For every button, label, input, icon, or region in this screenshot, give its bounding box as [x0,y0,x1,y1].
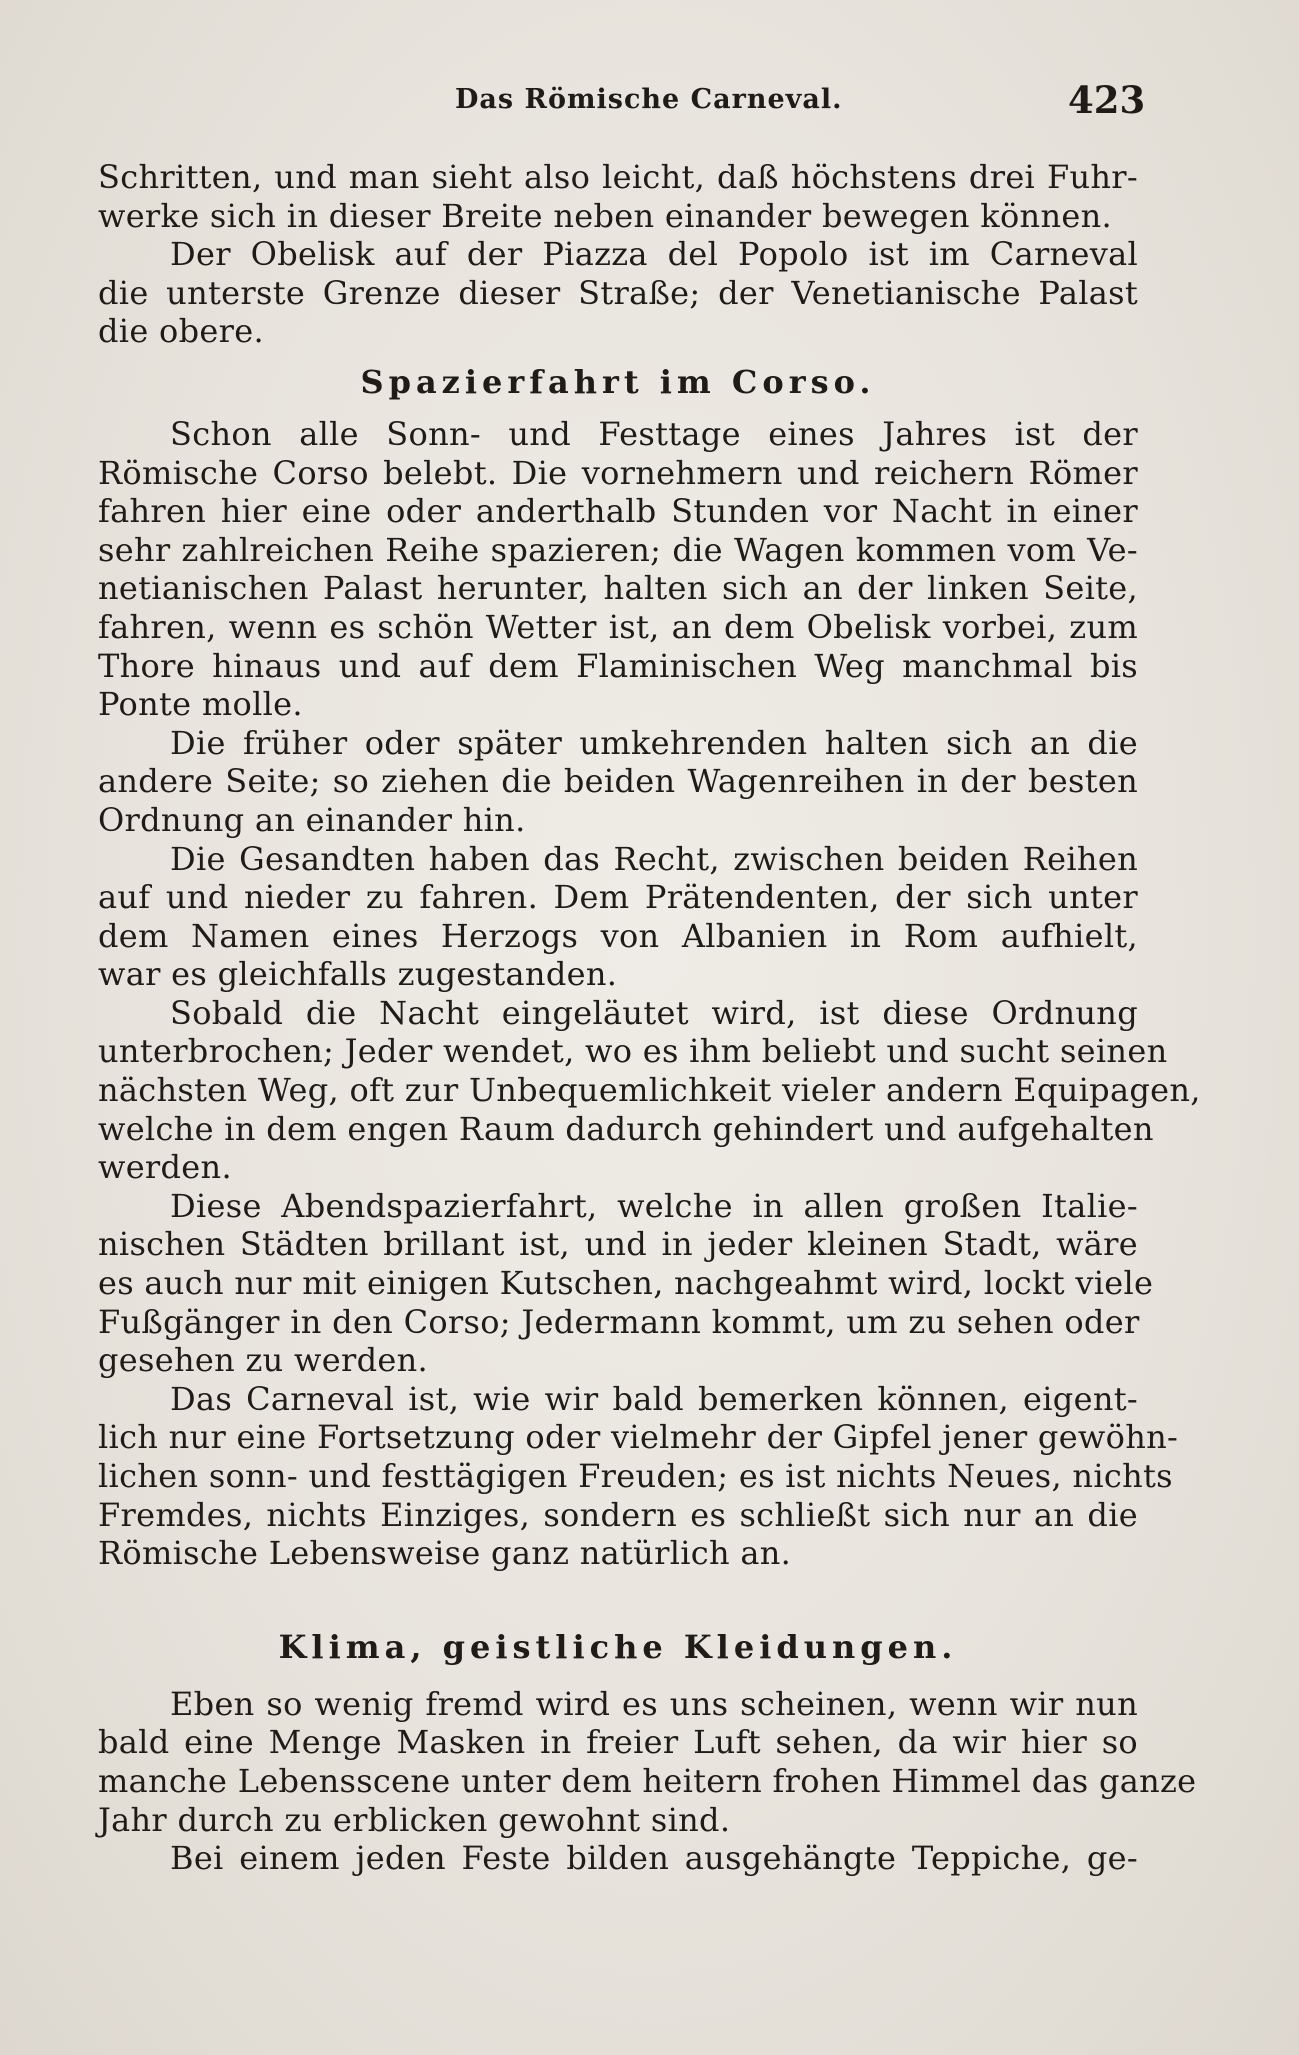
text-line: Schritten, und man sieht also leicht, daß höchstens drei Fuhr- [98,158,1138,196]
text-line: Schon alle Sonn- und Festtage eines Jahres ist der [170,414,1138,453]
text-line: unterbrochen; Jeder wendet, wo es ihm beliebt und sucht seinen [98,1032,1168,1071]
text-line: Römische Corso belebt. Die vornehmern und reichern Römer [98,453,1138,492]
text-line: nächsten Weg, oft zur Unbequemlichkeit vieler andern Equipagen, [98,1071,1201,1110]
text-line: manche Lebensscene unter dem heitern frohen Himmel das ganze [98,1761,1197,1800]
running-head [0,78,1299,128]
text-line: netianischen Palast herunter, halten sich an der linken Seite, [98,569,1138,608]
text-line: dem Namen eines Herzogs von Albanien in Rom aufhielt, [98,916,1138,955]
text-line: die obere. [98,312,264,351]
text-line: werden. [98,1148,232,1187]
text-line: lich nur eine Fortsetzung oder vielmehr der Gipfel jener gewöhn- [98,1418,1179,1457]
text-line: Diese Abendspazierfahrt, welche in allen großen Italie- [170,1186,1138,1225]
page-number: 423 [1068,78,1146,122]
text-line: werke sich in dieser Breite neben einander bewegen können. [98,196,1112,235]
text-line: Jahr durch zu erblicken gewohnt sind. [98,1800,731,1839]
text-line: andere Seite; so ziehen die beiden Wagenreihen in der besten [98,762,1138,801]
text-line: sehr zahlreichen Reihe spazieren; die Wagen kommen vom Ve- [98,530,1138,569]
text-line: Sobald die Nacht eingeläutet wird, ist diese Ordnung [170,993,1138,1032]
text-line: war es gleichfalls zugestanden. [98,955,618,994]
text-line: nischen Städten brillant ist, und in jeder kleinen Stadt, wäre [98,1225,1138,1264]
text-line: es auch nur mit einigen Kutschen, nachgeahmt wird, lockt viele [98,1264,1154,1303]
text-line: gesehen zu werden. [98,1341,428,1380]
text-line: Römische Lebensweise ganz natürlich an. [98,1534,792,1573]
text-line: Der Obelisk auf der Piazza del Popolo ist im Carneval [170,235,1138,274]
text-line: Das Carneval ist, wie wir bald bemerken können, eigent- [170,1379,1138,1418]
text-line: die unterste Grenze dieser Straße; der Venetianische Palast [98,273,1138,312]
text-line: lichen sonn- und festtägigen Freuden; es ist nichts Neues, nichts [98,1457,1173,1495]
text-line: Die Gesandten haben das Recht, zwischen beiden Reihen [170,839,1138,878]
text-line: Bei einem jeden Feste bilden ausgehängte Teppiche, ge- [170,1839,1138,1878]
text-line: auf und nieder zu fahren. Dem Prätendenten, der sich unter [98,878,1138,917]
section-heading-spazierfahrt: Spazierfahrt im Corso. [360,362,876,401]
text-line: Ordnung an einander hin. [98,800,526,839]
text-line: Die früher oder später umkehrenden halten sich an die [170,723,1138,762]
text-line: Fußgänger in den Corso; Jedermann kommt, um zu sehen oder [98,1302,1140,1341]
text-line: Fremdes, nichts Einziges, sondern es schließt sich nur an die [98,1495,1138,1534]
section-heading-klima: Klima, geistliche Kleidungen. [278,1627,958,1666]
text-line: fahren, wenn es schön Wetter ist, an dem Obelisk vorbei, zum [98,607,1138,646]
text-line: Ponte molle. [98,685,303,724]
text-line: bald eine Menge Masken in freier Luft sehen, da wir hier so [98,1723,1138,1762]
running-head-title: Das Römische Carneval. [455,84,843,115]
text-line: fahren hier eine oder anderthalb Stunden vor Nacht in einer [98,492,1138,531]
body-text [98,158,1201,1878]
text-line: welche in dem engen Raum dadurch gehindert und aufgehalten [98,1109,1154,1148]
text-line: Eben so wenig fremd wird es uns scheinen, wenn wir nun [170,1684,1138,1723]
text-line: Thore hinaus und auf dem Flaminischen Weg manchmal bis [98,646,1138,685]
